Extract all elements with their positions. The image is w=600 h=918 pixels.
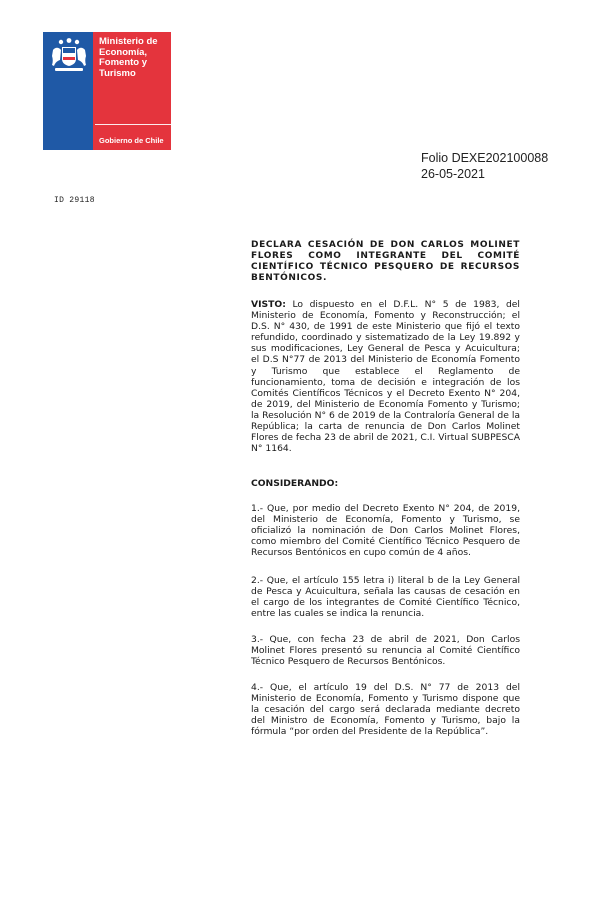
visto-text: Lo dispuesto en el D.F.L. N° 5 de 1983, del Ministerio de Economía, Fomento y Reconstrucción; el D.S. N° 430, de 1991 de este Ministerio que fijó el texto refundido, coordinado y sistematizado de la Ley 19.892 y sus modificaciones, Ley General de Pesca y Acuicultura; el D.S N°77 de 2013 del Ministerio de Economía Fomento y Turismo que establece el Reglamento de funcionamiento, toma de decisión e integración de los Comités Científicos Técnicos y el Decreto Exento N° 204, de 2019, del Ministerio de Economía Fomento y Turismo; la Resolución N° 6 de 2019 de la Contraloría General de la República; la carta de renuncia de Don Carlos Molinet Flores de fecha 23 de abril de 2021, C.I. Virtual SUBPESCA N° 1164.: [251, 299, 520, 455]
considerando-item: 4.- Que, el artículo 19 del D.S. N° 77 de 2013 del Ministerio de Economía, Fomento y Turismo dispone que la cesación del cargo será declarada mediante decreto del Ministro de Economía, Fomento y Turismo, bajo la fórmula “por orden del Presidente de la República”.: [251, 682, 520, 738]
chile-coat-of-arms-icon: [49, 36, 89, 74]
logo-divider: [95, 124, 171, 125]
visto-paragraph: [251, 299, 520, 454]
considerando-item: 1.- Que, por medio del Decreto Exento N° 204, de 2019, del Ministerio de Economía, Fomento y Turismo, se oficializó la nominación de Don Carlos Molinet Flores, como miembro del Comité Científico Técnico Pesquero de Recursos Bentónicos en cupo común de 4 años.: [251, 503, 520, 559]
folio-number: Folio DEXE202100088: [421, 151, 549, 165]
government-label: Gobierno de Chile: [99, 136, 164, 145]
considerando-heading: CONSIDERANDO:: [251, 478, 339, 489]
ministry-name: Ministerio de Economía, Fomento y Turismo: [99, 36, 158, 79]
ministry-logo: [43, 32, 171, 150]
document-title: DECLARA CESACIÓN DE DON CARLOS MOLINET FLORES COMO INTEGRANTE DEL COMITÉ CIENTÍFICO TÉCNICO PESQUERO DE RECURSOS BENTÓNICOS.: [251, 240, 520, 283]
logo-blue-footer: [43, 124, 93, 150]
considerando-item: 3.- Que, con fecha 23 de abril de 2021, Don Carlos Molinet Flores presentó su renuncia al Comité Científico Técnico Pesquero de Recursos Bentónicos.: [251, 634, 520, 668]
visto-label: VISTO:: [251, 299, 286, 310]
folio-block: [421, 150, 548, 182]
considerando-item: 2.- Que, el artículo 155 letra i) literal b de la Ley General de Pesca y Acuicultura, señala las causas de cesación en el cargo de los integrantes de Comité Científico Técnico, entre las cuales se indica la renuncia.: [251, 575, 520, 620]
document-id: ID 29118: [54, 196, 95, 205]
folio-date: 26-05-2021: [421, 167, 485, 181]
